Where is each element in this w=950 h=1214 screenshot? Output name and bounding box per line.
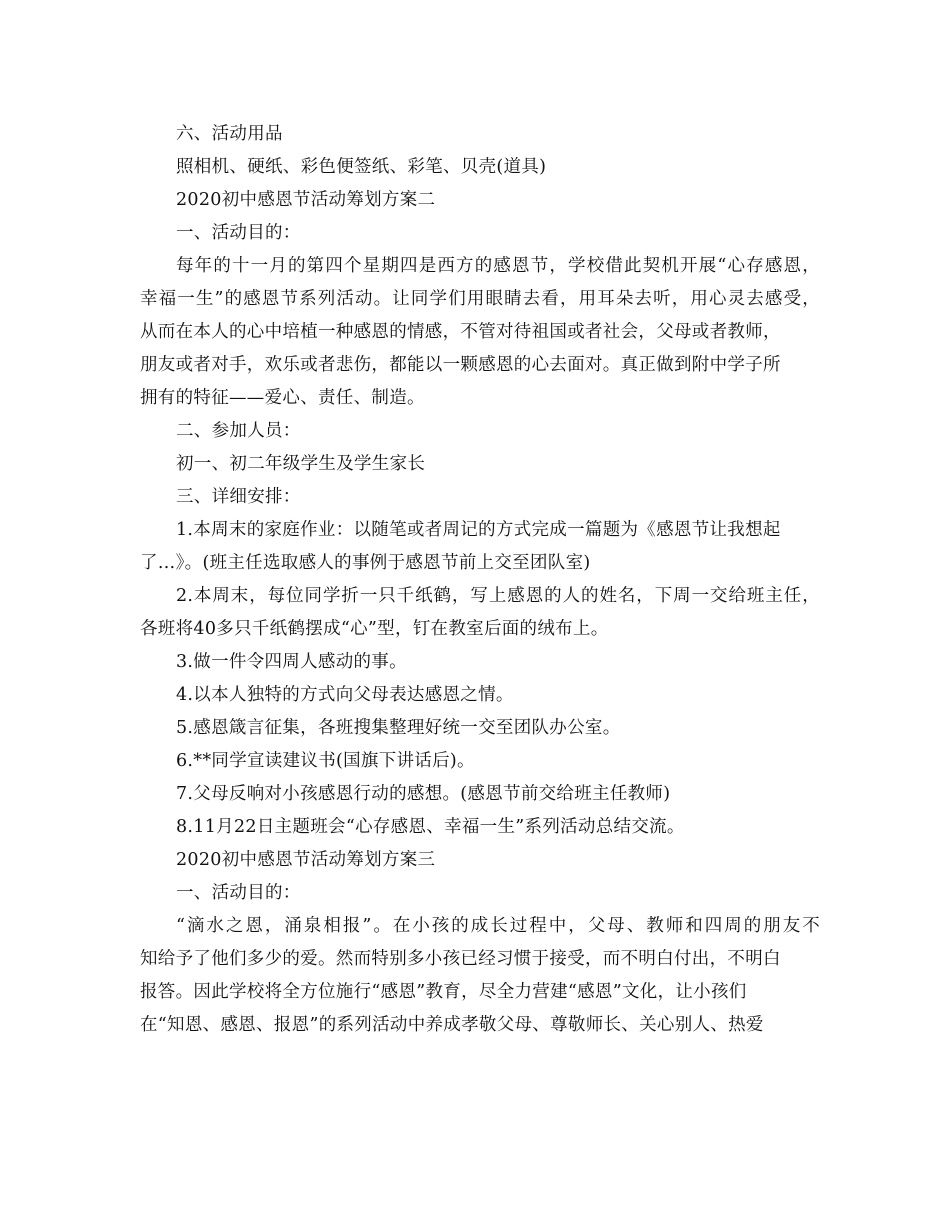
list-item: 1.本周末的家庭作业：以随笔或者周记的方式完成一篇题为《感恩节让我想起 (176, 520, 781, 540)
section-heading-purpose: 一、活动目的： (176, 223, 301, 243)
list-item: 3.做一件令四周人感动的事。 (176, 652, 407, 672)
paragraph-line: 了…》。(班主任选取感人的事例于感恩节前上交至团队室) (140, 553, 591, 573)
paragraph-line: 知给予了他们多少的爱。然而特别多小孩已经习惯于接受，而不明白付出，不明白 (140, 949, 781, 969)
paragraph-line: 每年的十一月的第四个星期四是西方的感恩节，学校借此契机开展“心存感恩， (176, 256, 820, 276)
list-item: 2.本周末，每位同学折一只千纸鹤，写上感恩的人的姓名，下周一交给班主任， (176, 586, 820, 606)
section-heading-supplies: 六、活动用品 (176, 124, 283, 144)
paragraph-line: 报答。因此学校将全方位施行“感恩”教育，尽全力营建“感恩”文化，让小孩们 (140, 982, 747, 1002)
paragraph-line: 拥有的特征——爱心、责任、制造。 (140, 388, 425, 408)
section-heading-arrangement: 三、详细安排： (176, 487, 301, 507)
plan-title-three: 2020初中感恩节活动筹划方案三 (176, 850, 436, 870)
section-heading-participants: 二、参加人员： (176, 421, 301, 441)
paragraph-line: 朋友或者对手，欢乐或者悲伤，都能以一颗感恩的心去面对。真正做到附中学子所 (140, 355, 781, 375)
list-item: 4.以本人独特的方式向父母表达感恩之情。 (176, 685, 514, 705)
paragraph-line: 初一、初二年级学生及学生家长 (176, 454, 426, 474)
section-heading-purpose: 一、活动目的： (176, 883, 301, 903)
document-body (140, 118, 820, 1042)
list-item: 8.11月22日主题班会“心存感恩、幸福一生”系列活动总结交流。 (176, 817, 685, 837)
paragraph-line: 在“知恩、感恩、报恩”的系列活动中养成孝敬父母、尊敬师长、关心别人、热爱 (140, 1015, 764, 1035)
paragraph-line: 照相机、硬纸、彩色便签纸、彩笔、贝壳(道具) (176, 157, 547, 177)
plan-title-two: 2020初中感恩节活动筹划方案二 (176, 190, 436, 210)
paragraph-line: 各班将40多只千纸鹤摆成“心”型，钉在教室后面的绒布上。 (140, 619, 609, 639)
list-item: 5.感恩箴言征集，各班搜集整理好统一交至团队办公室。 (176, 718, 621, 738)
list-item: 6.**同学宣读建议书(国旗下讲话后)。 (176, 751, 475, 771)
paragraph-line: 从而在本人的心中培植一种感恩的情感，不管对待祖国或者社会，父母或者教师， (140, 322, 781, 342)
paragraph-line: “滴水之恩，涌泉相报”。在小孩的成长过程中，父母、教师和四周的朋友不 (176, 916, 820, 936)
list-item: 7.父母反响对小孩感恩行动的感想。(感恩节前交给班主任教师) (176, 784, 671, 804)
paragraph-line: 幸福一生”的感恩节系列活动。让同学们用眼睛去看，用耳朵去听，用心灵去感受， (140, 289, 820, 309)
